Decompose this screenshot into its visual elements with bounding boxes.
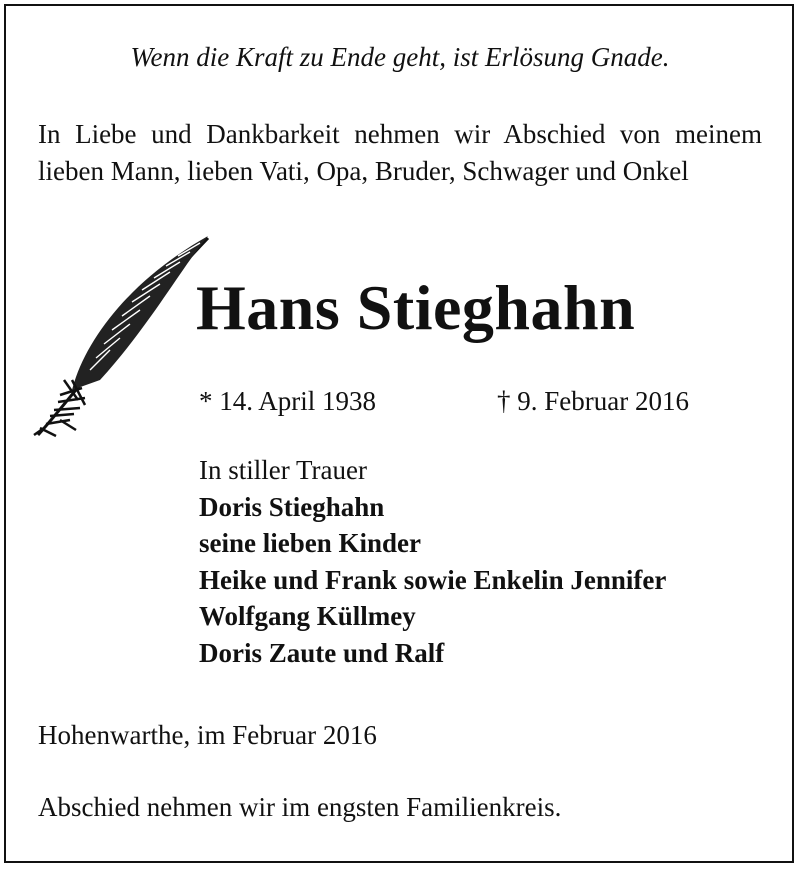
mourner-line: Doris Stieghahn xyxy=(199,491,385,522)
mourners-block xyxy=(199,452,666,671)
mourners-intro: In stiller Trauer xyxy=(199,455,367,485)
place-date: Hohenwarthe, im Februar 2016 xyxy=(38,720,377,750)
mourner-line: Heike und Frank sowie Enkelin Jennifer xyxy=(199,564,667,595)
birth-date: * 14. April 1938 xyxy=(199,386,377,416)
mourner-line: seine lieben Kinder xyxy=(199,528,421,558)
mourner-line: Doris Zaute und Ralf xyxy=(199,637,445,668)
closing-note: Abschied nehmen wir im engsten Familienkreis. xyxy=(38,792,562,822)
intro-text: In Liebe und Dankbarkeit nehmen wir Abschied von meinem lieben Mann, lieben Vati, Opa, Bruder, Schwager und Onkel xyxy=(38,119,762,186)
motto: Wenn die Kraft zu Ende geht, ist Erlösung Gnade. xyxy=(130,42,670,72)
mourner-line: Wolfgang Küllmey xyxy=(199,601,416,631)
feather-icon xyxy=(30,230,215,445)
deceased-name: Hans Stieghahn xyxy=(196,272,636,343)
death-date: † 9. Februar 2016 xyxy=(497,386,689,416)
